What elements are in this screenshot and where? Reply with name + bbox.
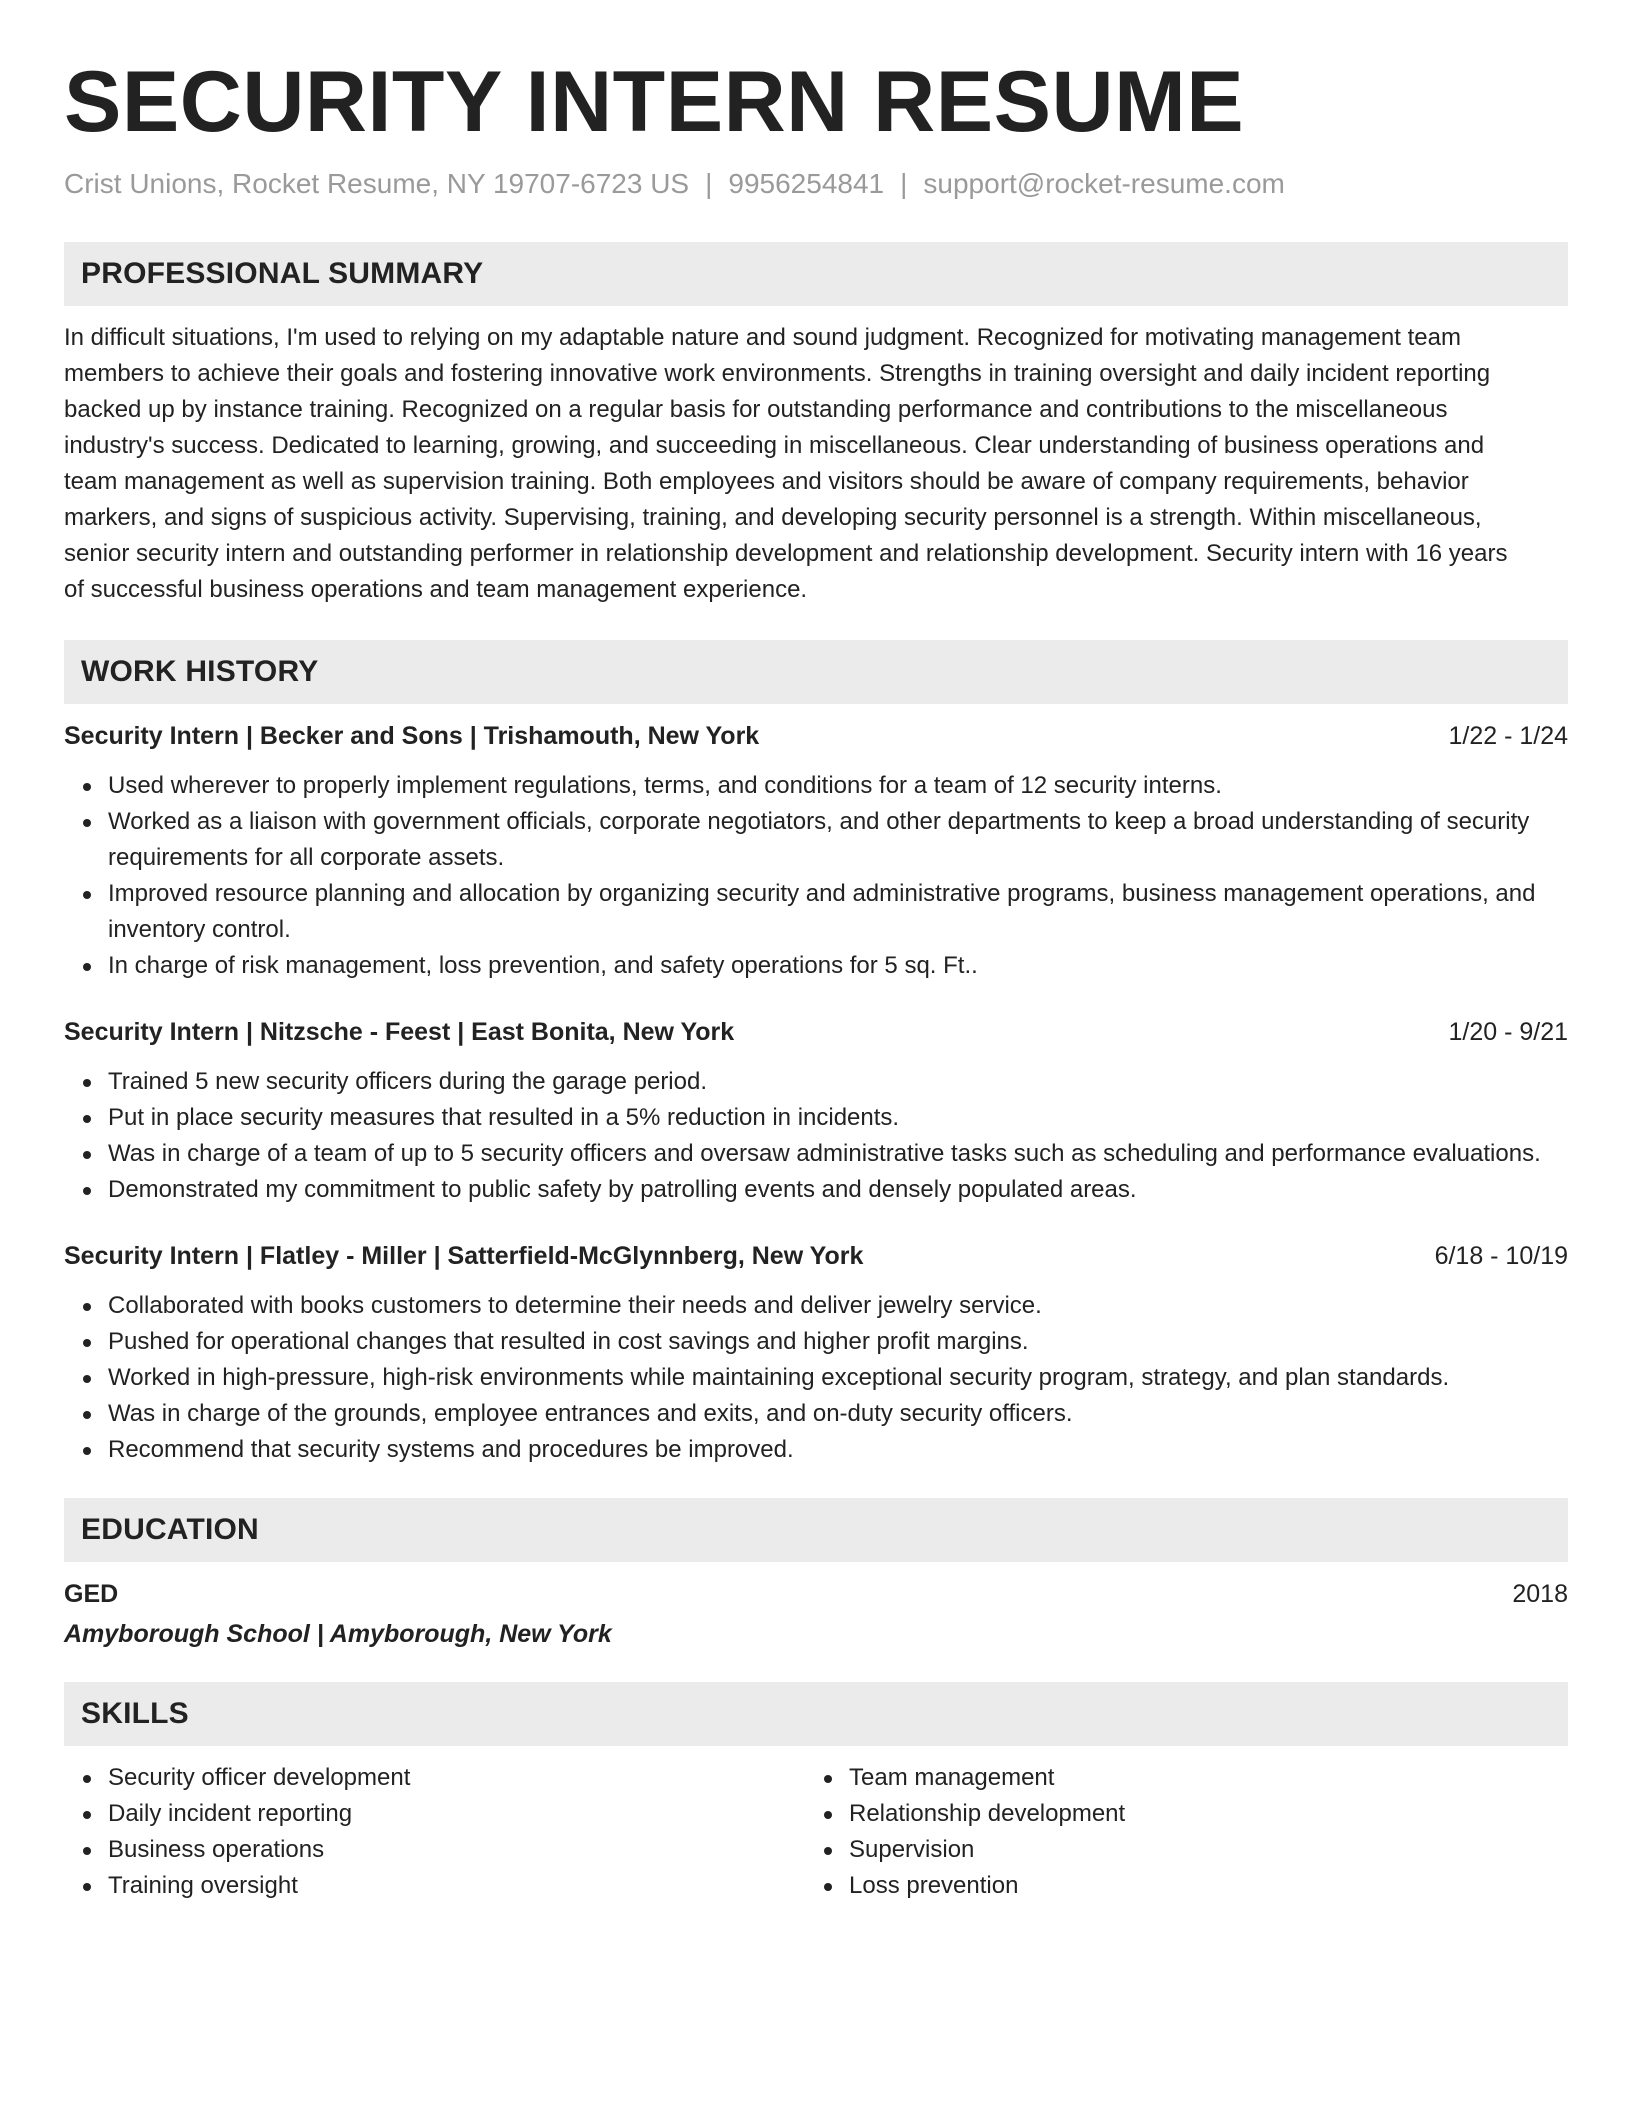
job-bullet: Used wherever to properly implement regulations, terms, and conditions for a team of 12 security interns. [108,768,1568,804]
contact-address: Crist Unions, Rocket Resume, NY 19707-6723 US [64,168,690,199]
professional-summary [64,320,1568,608]
skill-item: Daily incident reporting [108,1796,816,1832]
contact-separator: | [900,168,908,199]
job-dates: 1/20 - 9/21 [1448,1018,1568,1046]
job-dates: 6/18 - 10/19 [1434,1242,1568,1270]
job-bullet: Trained 5 new security officers during the garage period. [108,1064,1568,1100]
section-header-work-history: WORK HISTORY [64,640,1568,704]
education-degree: GED [64,1580,119,1608]
skill-item: Loss prevention [849,1868,1568,1904]
job-bullets [64,768,1568,984]
skills-column-right [816,1760,1568,1904]
section-header-summary: PROFESSIONAL SUMMARY [64,242,1568,306]
job-bullet: Put in place security measures that resulted in a 5% reduction in incidents. [108,1100,1568,1136]
education-entry [64,1576,1568,1652]
skill-item: Team management [849,1760,1568,1796]
job-bullet: In charge of risk management, loss prevention, and safety operations for 5 sq. Ft.. [108,948,1568,984]
skills-column-left [64,1760,816,1904]
job-bullet: Recommend that security systems and procedures be improved. [108,1432,1568,1468]
contact-phone: 9956254841 [728,168,885,199]
job-title: Security Intern | Flatley - Miller | Satterfield-McGlynnberg, New York [64,1242,864,1270]
job-header [64,718,1568,754]
summary-line: In difficult situations, I'm used to relying on my adaptable nature and sound judgment. Recognized for motivating management team [64,324,1461,351]
job-bullet: Worked as a liaison with government officials, corporate negotiators, and other departments to keep a broad understanding of security requirements for all corporate assets. [108,804,1568,876]
education-header [64,1576,1568,1612]
contact-email: support@rocket-resume.com [923,168,1285,199]
job-entry [64,1238,1568,1468]
job-bullet: Was in charge of the grounds, employee entrances and exits, and on-duty security officers. [108,1396,1568,1432]
skills-list [64,1760,1568,1904]
summary-line: team management as well as supervision training. Both employees and visitors should be aware of company requirements, behavior [64,468,1469,495]
job-entry [64,718,1568,984]
skill-item: Relationship development [849,1796,1568,1832]
job-title: Security Intern | Becker and Sons | Trishamouth, New York [64,722,760,750]
job-bullet: Demonstrated my commitment to public safety by patrolling events and densely populated areas. [108,1172,1568,1208]
section-header-education: EDUCATION [64,1498,1568,1562]
contact-separator: | [705,168,713,199]
job-bullet: Collaborated with books customers to determine their needs and deliver jewelry service. [108,1288,1568,1324]
summary-line: markers, and signs of suspicious activity. Supervising, training, and developing security personnel is a strength. Within miscellaneous, [64,504,1482,531]
skill-item: Training oversight [108,1868,816,1904]
job-bullet: Worked in high-pressure, high-risk environments while maintaining exceptional security program, strategy, and plan standards. [108,1360,1568,1396]
contact-line [64,166,1568,202]
summary-line: of successful business operations and team management experience. [64,576,808,603]
job-bullet: Pushed for operational changes that resulted in cost savings and higher profit margins. [108,1324,1568,1360]
job-entry [64,1014,1568,1208]
job-header [64,1238,1568,1274]
summary-line: senior security intern and outstanding performer in relationship development and relationship development. Security intern with 16 years [64,540,1508,567]
summary-line: members to achieve their goals and fostering innovative work environments. Strengths in training oversight and daily incident reporting [64,360,1491,387]
job-dates: 1/22 - 1/24 [1448,722,1568,750]
skill-item: Security officer development [108,1760,816,1796]
job-header [64,1014,1568,1050]
job-bullet: Was in charge of a team of up to 5 security officers and oversaw administrative tasks such as scheduling and performance evaluations. [108,1136,1568,1172]
summary-line: backed up by instance training. Recognized on a regular basis for outstanding performance and contributions to the miscellaneous [64,396,1448,423]
section-header-skills: SKILLS [64,1682,1568,1746]
skill-item: Business operations [108,1832,816,1868]
skill-item: Supervision [849,1832,1568,1868]
job-title: Security Intern | Nitzsche - Feest | East Bonita, New York [64,1018,735,1046]
summary-line: industry's success. Dedicated to learning, growing, and succeeding in miscellaneous. Clear understanding of business operations and [64,432,1485,459]
job-bullets [64,1288,1568,1468]
job-bullets [64,1064,1568,1208]
education-school: Amyborough School | Amyborough, New York [64,1620,612,1648]
job-bullet: Improved resource planning and allocation by organizing security and administrative programs, business management operations, and inventory control. [108,876,1568,948]
education-year: 2018 [1512,1580,1568,1608]
resume-title: SECURITY INTERN RESUME [64,54,1245,150]
